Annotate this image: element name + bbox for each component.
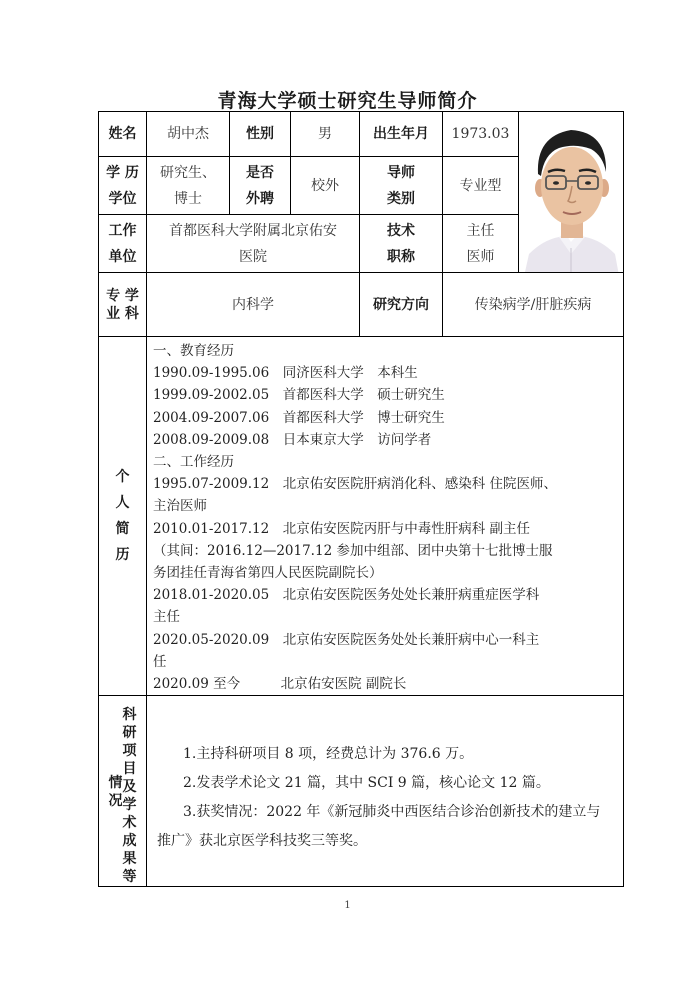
- research-direction-label: 研究方向: [360, 273, 443, 337]
- gender-value: 男: [291, 112, 360, 157]
- research-label-char: 果: [122, 851, 137, 868]
- resume-content: [147, 337, 624, 696]
- gender-label: 性别: [230, 112, 291, 157]
- resume-line: 1990.09-1995.06 同济医科大学 本科生: [153, 365, 418, 382]
- resume-line: 2018.01-2020.05 北京佑安医院医务处处长兼肝病重症医学科: [153, 587, 540, 604]
- education-value-line1: 研究生、: [160, 164, 216, 181]
- research-label-char: 及: [122, 779, 137, 796]
- research-label-char: 等: [122, 869, 137, 886]
- research-label-char: 科: [122, 707, 137, 724]
- mentor-type-label-line1: 导师: [387, 164, 415, 181]
- resume-line: 一、教育经历: [153, 343, 234, 359]
- resume-label-char: 个: [115, 469, 130, 486]
- research-label: [99, 696, 147, 887]
- major-label-line1: 专 学: [106, 287, 139, 304]
- research-direction-value: 传染病学/肝脏疾病: [443, 273, 624, 337]
- document-title: 青海大学硕士研究生导师简介: [217, 90, 478, 112]
- workplace-label-line2: 单位: [108, 248, 137, 265]
- mentor-type-label-line2: 类别: [387, 190, 415, 207]
- research-label-char: 情: [108, 775, 123, 792]
- resume-line: 任: [153, 653, 167, 670]
- workplace-label-line1: 工作: [108, 222, 137, 239]
- education-value-line2: 博士: [174, 190, 202, 207]
- resume-label-char: 简: [115, 521, 130, 538]
- resume-line: 二、工作经历: [153, 454, 234, 471]
- workplace-value-line2: 医院: [239, 248, 267, 265]
- workplace-value: [147, 215, 360, 273]
- education-value: [147, 157, 230, 215]
- name-label: 姓名: [99, 112, 147, 157]
- resume-label: [99, 337, 147, 696]
- education-label-line1: 学 历: [106, 164, 139, 181]
- research-label-col2: [109, 706, 123, 886]
- research-label-char: 成: [122, 833, 137, 850]
- major-label-line2: 业 科: [106, 305, 139, 322]
- external-label-line2: 外聘: [246, 190, 274, 207]
- major-value: 内科学: [147, 273, 360, 337]
- research-item: 3.获奖情况：2022 年《新冠肺炎中西医结合诊治创新技术的建立与推广》获北京医学科技奖三等奖。: [157, 804, 601, 850]
- research-label-char: 目: [122, 761, 137, 778]
- external-label-line1: 是否: [246, 164, 274, 181]
- resume-line: 2004.09-2007.06 首都医科大学 博士研究生: [153, 409, 445, 426]
- external-label: [230, 157, 291, 215]
- education-label-line2: 学位: [108, 190, 137, 207]
- external-value: 校外: [291, 157, 360, 215]
- resume-line: 2020.05-2020.09 北京佑安医院医务处处长兼肝病中心一科主: [153, 631, 540, 648]
- job-title-label-line2: 职称: [387, 248, 415, 265]
- resume-line: 2010.01-2017.12 北京佑安医院丙肝与中毒性肝病科 副主任: [153, 520, 531, 537]
- research-label-char: 术: [122, 815, 137, 832]
- research-label-col1: [123, 706, 137, 886]
- workplace-value-line1: 首都医科大学附属北京佑安: [169, 222, 337, 239]
- workplace-label: [99, 215, 147, 273]
- research-label-char: 况: [108, 793, 123, 810]
- resume-line: 2008.09-2009.08 日本東京大学 访问学者: [153, 431, 432, 448]
- research-label-char: 项: [122, 743, 137, 760]
- photo-cell: [519, 112, 624, 273]
- research-label-char: 研: [122, 725, 137, 742]
- resume-label-char: 人: [115, 495, 130, 512]
- job-title-value-line2: 医师: [466, 248, 495, 265]
- resume-line: 2020.09 至今 北京佑安医院 副院长: [153, 676, 407, 693]
- research-item: 1.主持科研项目 8 项，经费总计为 376.6 万。: [183, 746, 474, 763]
- resume-line: 务团挂任青海省第四人民医院副院长）: [153, 565, 383, 582]
- job-title-value-line1: 主任: [466, 222, 495, 239]
- job-title-value: [443, 215, 519, 273]
- portrait-photo: [519, 112, 623, 272]
- major-label: [99, 273, 147, 337]
- job-title-label-line1: 技术: [387, 222, 415, 239]
- name-value: 胡中杰: [147, 112, 230, 157]
- resume-line: 主治医师: [153, 498, 207, 515]
- resume-label-char: 历: [115, 547, 130, 564]
- education-label: [99, 157, 147, 215]
- resume-line: （其间：2016.12—2017.12 参加中组部、团中央第十七批博士服: [153, 542, 553, 559]
- research-content: [147, 696, 624, 887]
- page-number: 1: [344, 900, 351, 911]
- job-title-label: [360, 215, 443, 273]
- profile-table: [98, 111, 624, 887]
- mentor-type-value: 专业型: [443, 157, 519, 215]
- birth-value: 1973.03: [443, 112, 519, 157]
- resume-line: 主任: [153, 609, 180, 626]
- research-label-char: 学: [122, 797, 137, 814]
- mentor-type-label: [360, 157, 443, 215]
- resume-line: 1995.07-2009.12 北京佑安医院肝病消化科、感染科 住院医师、: [153, 476, 558, 493]
- birth-label: 出生年月: [360, 112, 443, 157]
- resume-line: 1999.09-2002.05 首都医科大学 硕士研究生: [153, 387, 445, 404]
- research-item: 2.发表学术论文 21 篇，其中 SCI 9 篇，核心论文 12 篇。: [183, 775, 550, 792]
